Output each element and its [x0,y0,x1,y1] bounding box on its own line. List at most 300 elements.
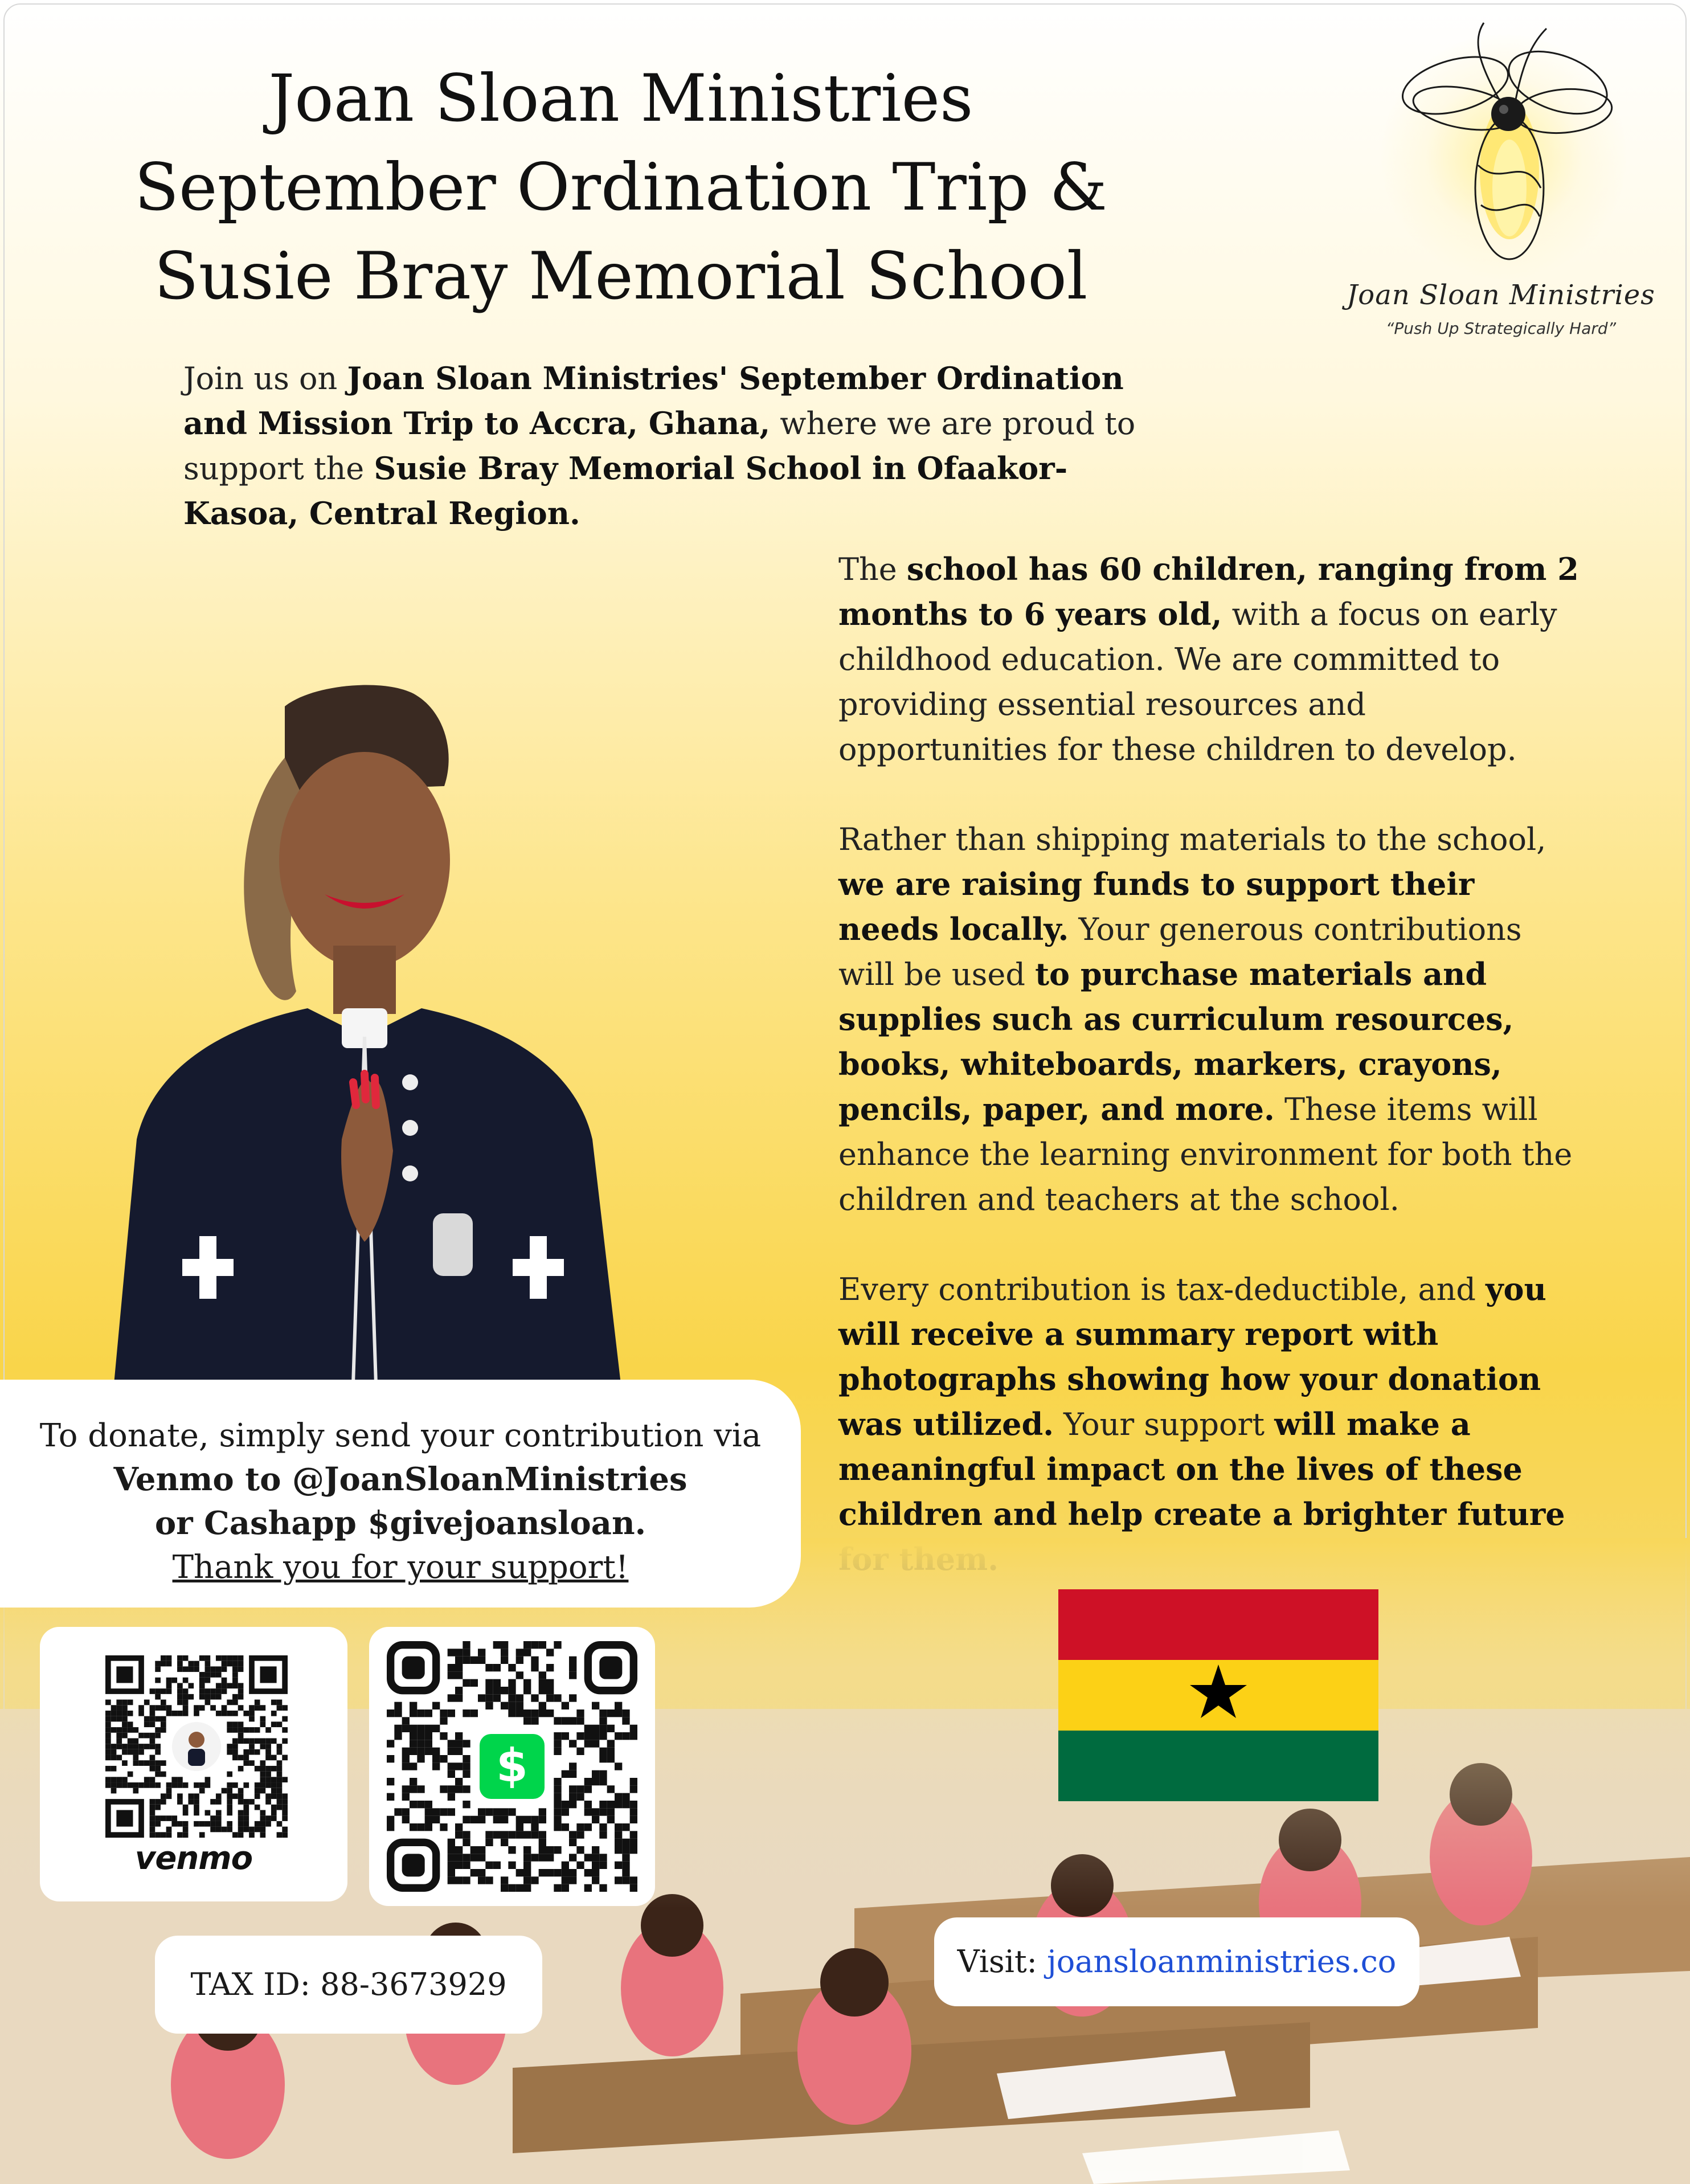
qr-module [150,1799,156,1805]
qr-module [277,1705,283,1711]
qr-module [260,1705,266,1711]
qr-module [485,1702,493,1709]
qr-module [249,1749,255,1755]
qr-module [282,1827,288,1833]
qr-module [177,1821,183,1827]
qr-module [516,1649,523,1656]
qr-module [271,1805,277,1810]
qr-module [387,1823,394,1831]
qr-module [485,1876,493,1884]
qr-module [516,1816,523,1823]
qr-module [539,1846,546,1854]
qr-module [133,1749,138,1755]
qr-module [249,1738,255,1744]
qr-module [455,1785,463,1793]
qr-module [238,1788,244,1794]
qr-module [539,1854,546,1861]
qr-module [122,1705,128,1711]
qr-module [249,1799,255,1805]
qr-module [199,1788,205,1794]
qr-module [485,1831,493,1838]
qr-module [470,1657,478,1664]
qr-module [150,1827,156,1833]
qr-module [183,1821,189,1827]
qr-module [133,1744,138,1749]
qr-module [592,1808,599,1815]
cashapp-qr-card[interactable] [369,1627,655,1906]
qr-module [155,1688,161,1694]
qr-module [277,1832,283,1838]
qr-module [249,1716,255,1722]
qr-module [249,1711,255,1716]
qr-module [463,1831,470,1838]
qr-module [562,1876,569,1884]
qr-module [455,1649,463,1656]
qr-module [199,1683,205,1688]
qr-module [271,1793,277,1799]
qr-module [387,1740,394,1747]
qr-module [232,1749,238,1755]
qr-module [155,1744,161,1749]
qr-module [183,1655,189,1661]
qr-module [516,1823,523,1831]
qr-module [260,1744,266,1749]
qr-module [569,1740,576,1747]
minister-illustration [46,672,780,1384]
qr-module [205,1700,211,1706]
qr-module [216,1810,222,1816]
qr-module [194,1810,199,1816]
qr-module [448,1649,455,1656]
qr-module [155,1694,161,1700]
donate-card [0,1380,801,1608]
qr-module [630,1816,637,1823]
qr-module [216,1688,222,1694]
qr-module [227,1661,232,1667]
qr-module [493,1862,501,1869]
qr-module [425,1823,432,1831]
qr-finder-center [599,1657,622,1679]
qr-module [463,1854,470,1861]
qr-module [161,1760,166,1766]
qr-module [265,1777,271,1782]
qr-module [138,1733,144,1739]
qr-module [133,1727,138,1733]
paragraph-bold: you will receive a summary report with photographs showing how your donation was utilized. [838,1271,1546,1442]
qr-module [615,1709,622,1717]
qr-module [516,1702,523,1709]
qr-module [277,1700,283,1706]
qr-module [265,1793,271,1799]
qr-module [216,1655,222,1661]
qr-module [463,1762,470,1770]
qr-module [210,1821,216,1827]
qr-module [282,1805,288,1810]
qr-module [133,1760,138,1766]
qr-module [166,1782,172,1788]
qr-module [569,1869,576,1876]
qr-module [501,1702,508,1709]
qr-module [576,1846,584,1854]
website-link[interactable]: joansloanministries.co [1047,1944,1397,1979]
qr-module [463,1816,470,1823]
qr-module [569,1671,576,1679]
qr-module [194,1661,199,1667]
qr-module [249,1705,255,1711]
qr-module [599,1831,607,1838]
qr-module [277,1744,283,1749]
intro-text: where we are proud to support the [183,406,1136,486]
qr-module [630,1808,637,1815]
qr-module [150,1766,156,1772]
qr-module [199,1694,205,1700]
qr-module [630,1778,637,1785]
qr-module [501,1839,508,1846]
qr-module [455,1732,463,1740]
qr-module [448,1793,455,1801]
qr-module [493,1808,501,1815]
qr-module [622,1801,629,1808]
qr-module [205,1678,211,1683]
qr-module [584,1854,592,1861]
title-line-1: Joan Sloan Ministries [268,60,973,136]
qr-module [222,1683,227,1688]
qr-module [417,1709,424,1717]
qr-module [194,1782,199,1788]
qr-module [501,1641,508,1649]
qr-module [260,1716,266,1722]
qr-module [394,1702,402,1709]
qr-module [183,1832,189,1838]
qr-module [584,1740,592,1747]
qr-module [599,1823,607,1831]
qr-module [432,1808,440,1815]
qr-module [111,1705,117,1711]
qr-module [232,1782,238,1788]
qr-module [265,1766,271,1772]
qr-module [592,1732,599,1740]
qr-module [111,1727,117,1733]
qr-module [199,1655,205,1661]
qr-module [410,1801,417,1808]
qr-module [161,1772,166,1777]
qr-module [238,1755,244,1761]
qr-module [222,1788,227,1794]
visit-card [934,1917,1419,2006]
qr-module [155,1782,161,1788]
qr-module [260,1827,266,1833]
qr-module [592,1854,599,1861]
qr-module [531,1694,538,1702]
qr-module [249,1744,255,1749]
qr-module [463,1709,470,1717]
qr-module [133,1738,138,1744]
qr-module [546,1664,554,1671]
qr-module [128,1721,133,1727]
firefly-icon [1387,17,1626,268]
qr-module [133,1755,138,1761]
qr-module [455,1823,463,1831]
qr-module [394,1725,402,1732]
qr-module [171,1678,177,1683]
qr-module [463,1755,470,1762]
qr-module [265,1744,271,1749]
qr-module [607,1709,615,1717]
qr-module [410,1709,417,1717]
qr-module [448,1709,455,1717]
qr-module [470,1846,478,1854]
qr-module [199,1821,205,1827]
qr-module [425,1816,432,1823]
qr-module [432,1748,440,1755]
qr-module [425,1740,432,1747]
qr-module [455,1740,463,1747]
qr-module [243,1738,249,1744]
qr-module [277,1721,283,1727]
qr-module [105,1716,111,1722]
qr-module [523,1687,531,1694]
qr-module [615,1793,622,1801]
qr-module [546,1649,554,1656]
qr-module [177,1683,183,1688]
thank-you-line: Thank you for your support! [172,1549,629,1586]
qr-module [615,1862,622,1869]
qr-module [539,1687,546,1694]
qr-module [122,1749,128,1755]
qr-module [501,1831,508,1838]
qr-module [177,1793,183,1799]
qr-module [150,1810,156,1816]
qr-module [478,1657,485,1664]
qr-module [554,1816,561,1823]
qr-module [227,1749,232,1755]
qr-module [122,1721,128,1727]
qr-module [216,1821,222,1827]
qr-module [205,1777,211,1782]
qr-module [122,1782,128,1788]
qr-module [463,1641,470,1649]
qr-module [584,1808,592,1815]
qr-module [554,1884,561,1892]
qr-module [440,1717,447,1724]
qr-module [554,1717,561,1724]
qr-module [177,1688,183,1694]
paragraph-text: Rather than shipping materials to the school, [838,821,1546,857]
qr-module [592,1778,599,1785]
qr-module [576,1732,584,1740]
qr-module [622,1793,629,1801]
qr-module [150,1705,156,1711]
funds-paragraph [838,817,1579,1222]
qr-module [584,1732,592,1740]
qr-module [122,1727,128,1733]
qr-module [562,1702,569,1709]
qr-module [161,1727,166,1733]
qr-module [410,1725,417,1732]
qr-module [205,1666,211,1672]
qr-module [177,1694,183,1700]
qr-module [394,1709,402,1717]
qr-module [282,1755,288,1761]
qr-module [238,1738,244,1744]
qr-module [265,1815,271,1821]
qr-module [243,1782,249,1788]
qr-module [133,1788,138,1794]
qr-module [554,1808,561,1815]
qr-module [122,1700,128,1706]
qr-module [166,1827,172,1833]
qr-module [493,1816,501,1823]
qr-module [150,1821,156,1827]
qr-module [615,1839,622,1846]
qr-module [238,1721,244,1727]
qr-module [508,1687,515,1694]
qr-module [470,1869,478,1876]
qr-module [255,1793,260,1799]
qr-module [183,1678,189,1683]
paragraph-text: Your generous contributions will be used [838,911,1522,992]
qr-module [271,1777,277,1782]
qr-module [516,1709,523,1717]
qr-module [255,1782,260,1788]
qr-module [144,1733,150,1739]
qr-module [265,1755,271,1761]
qr-module [122,1777,128,1782]
qr-module [260,1821,266,1827]
qr-module [554,1732,561,1740]
qr-module [455,1846,463,1854]
qr-module [205,1694,211,1700]
qr-module [155,1678,161,1683]
qr-module [546,1694,554,1702]
qr-module [105,1766,111,1772]
qr-module [144,1716,150,1722]
qr-module [150,1832,156,1838]
qr-module [615,1846,622,1854]
qr-module [232,1694,238,1700]
qr-module [576,1823,584,1831]
qr-module [607,1748,615,1755]
qr-module [516,1694,523,1702]
qr-module [440,1755,447,1762]
qr-module [417,1801,424,1808]
qr-module [238,1694,244,1700]
qr-module [232,1711,238,1716]
venmo-qr-card[interactable] [40,1627,347,1901]
qr-module [569,1785,576,1793]
qr-module [546,1679,554,1687]
qr-module [188,1666,194,1672]
qr-module [607,1755,615,1762]
qr-module [150,1744,156,1749]
qr-module [238,1810,244,1816]
qr-module [210,1694,216,1700]
qr-module [150,1716,156,1722]
qr-module [630,1725,637,1732]
qr-module [194,1666,199,1672]
qr-module [282,1832,288,1838]
qr-module [485,1679,493,1687]
qr-module [501,1649,508,1656]
qr-module [222,1666,227,1672]
qr-module [539,1808,546,1815]
qr-module [161,1688,166,1694]
avatar-body [188,1749,205,1766]
qr-module [508,1709,515,1717]
qr-module [222,1827,227,1833]
qr-module [177,1832,183,1838]
qr-module [265,1727,271,1733]
qr-module [260,1766,266,1772]
paragraph-text: Your support [1054,1406,1275,1442]
qr-module [531,1641,538,1649]
qr-module [122,1744,128,1749]
qr-module [554,1869,561,1876]
qr-module [516,1869,523,1876]
qr-module [271,1815,277,1821]
qr-module [155,1760,161,1766]
qr-module [238,1799,244,1805]
qr-module [539,1671,546,1679]
qr-module [554,1748,561,1755]
qr-module [425,1748,432,1755]
qr-module [576,1793,584,1801]
qr-module [402,1755,410,1762]
qr-module [394,1808,402,1815]
qr-module [277,1782,283,1788]
qr-module [576,1785,584,1793]
intro-text: Join us on [183,361,347,396]
qr-module [105,1777,111,1782]
qr-module [554,1823,561,1831]
qr-module [599,1884,607,1892]
qr-module [576,1862,584,1869]
paragraph-bold: to purchase materials and supplies such as curriculum resources, books, whiteboards, markers, crayons, pencils, paper, and more. [838,956,1514,1127]
venmo-qr-code[interactable] [105,1655,288,1838]
qr-module [116,1733,122,1739]
qr-module [227,1772,232,1777]
qr-module [523,1816,531,1823]
qr-module [166,1683,172,1688]
qr-module [508,1679,515,1687]
qr-module [630,1785,637,1793]
qr-module [155,1815,161,1821]
qr-module [508,1702,515,1709]
qr-module [210,1815,216,1821]
qr-module [607,1801,615,1808]
qr-module [485,1694,493,1702]
qr-module [592,1876,599,1884]
qr-module [448,1839,455,1846]
qr-module [523,1854,531,1861]
qr-module [177,1700,183,1706]
qr-module [523,1649,531,1656]
qr-module [150,1755,156,1761]
qr-module [539,1839,546,1846]
qr-module [161,1799,166,1805]
qr-module [569,1664,576,1671]
qr-module [546,1854,554,1861]
qr-module [448,1808,455,1815]
qr-module [260,1721,266,1727]
qr-module [183,1827,189,1833]
qr-module [402,1808,410,1815]
qr-module [199,1705,205,1711]
qr-module [282,1705,288,1711]
qr-module [410,1732,417,1740]
qr-module [128,1782,133,1788]
qr-module [243,1810,249,1816]
